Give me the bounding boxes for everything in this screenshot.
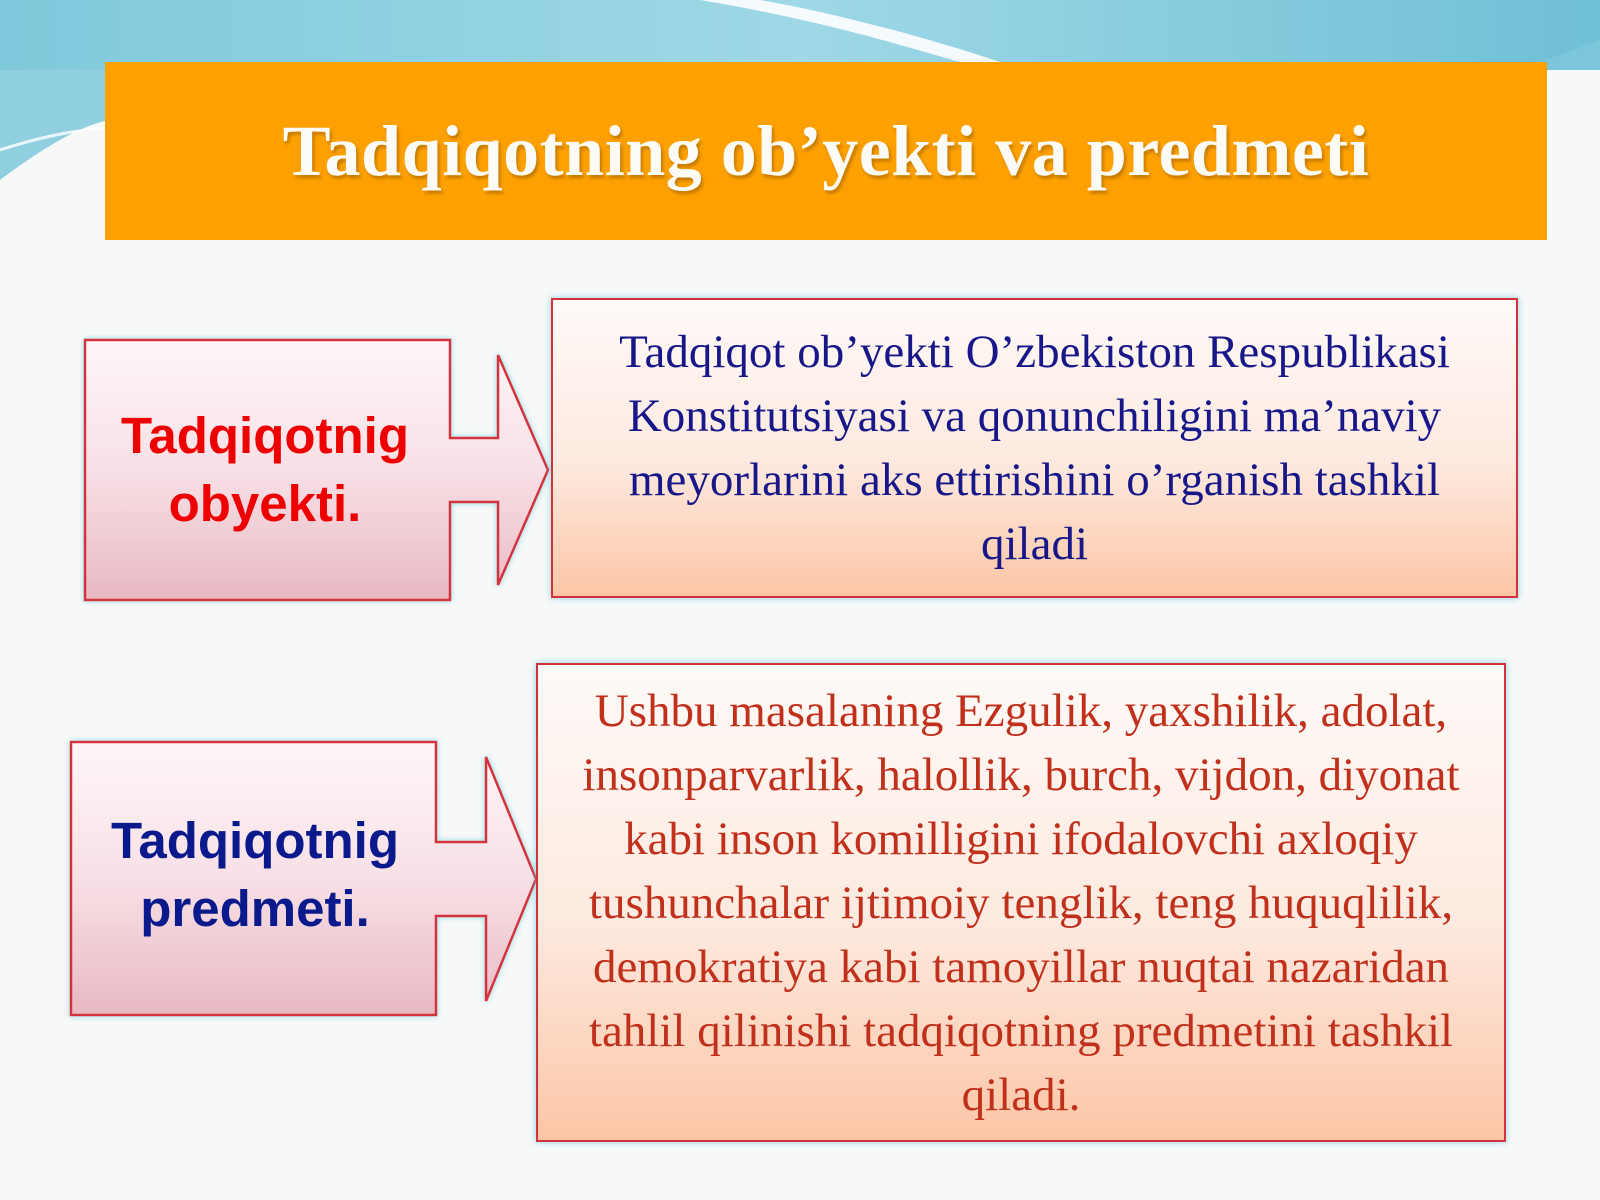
object-description-box bbox=[551, 298, 1518, 598]
slide-title: Tadqiqotning ob’yekti va predmeti bbox=[282, 110, 1370, 191]
subject-label: Tadqiqotnig predmeti. bbox=[111, 812, 399, 937]
title-banner bbox=[105, 62, 1547, 240]
subject-description-box bbox=[536, 663, 1506, 1142]
subject-description: Ushbu masalaning Ezgulik, yaxshilik, adolat, insonparvarlik, halollik, burch, vijdon, diyonat kabi inson komilligini ifodalovchi axloqiy tushunchalar ijtimoiy tenglik, teng huquqlilik, demokratiya kabi tamoyillar nuqtai nazaridan tahlil qilinishi tadqiqotning predmetini tashkil qiladi. bbox=[582, 684, 1460, 1121]
object-description: Tadqiqot ob’yekti O’zbekiston Respublikasi Konstitutsiyasi va qonunchiligini ma’naviy meyorlarini aks ettirishini o’rganish tashkil qiladi bbox=[619, 326, 1450, 570]
object-label: Tadqiqotnig obyekti. bbox=[121, 407, 409, 532]
